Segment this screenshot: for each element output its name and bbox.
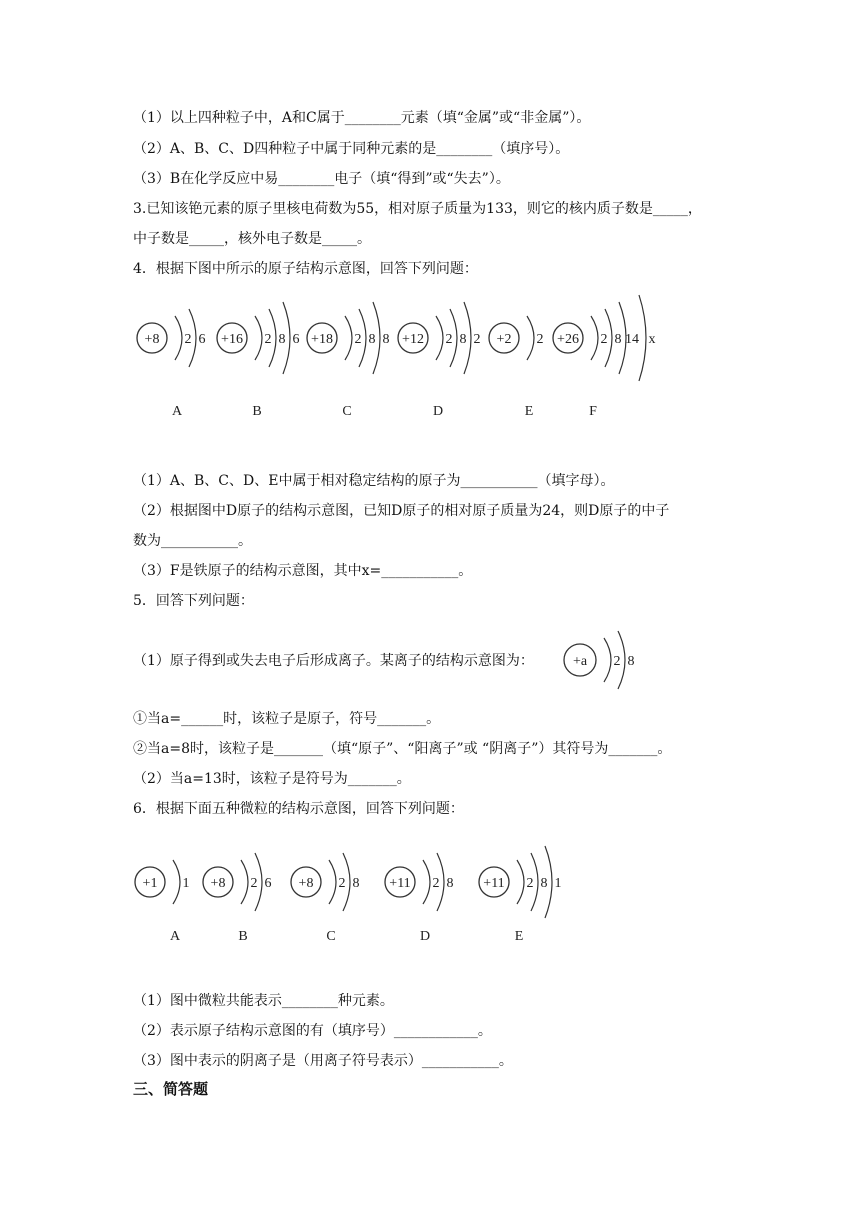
shell-electron-count: 2 xyxy=(445,332,453,347)
nucleus-charge: +26 xyxy=(557,332,579,347)
atom-label: F xyxy=(589,404,597,419)
q4-sub1: （1）A、B、C、D、E中属于相对稳定结构的原子为___________（填字母）。 xyxy=(133,473,615,489)
shell-electron-count: 2 xyxy=(338,876,346,891)
q6-sub1: （1）图中微粒共能表示________种元素。 xyxy=(133,993,394,1009)
nucleus-charge: +8 xyxy=(298,876,314,891)
fig6-atom-A xyxy=(135,860,190,944)
shell-electron-count: 2 xyxy=(600,332,608,347)
fig4-atom-F xyxy=(553,295,656,419)
nucleus-charge: +8 xyxy=(144,332,160,347)
q2-sub1: （1）以上四种粒子中，A和C属于________元素（填“金属”或“非金属”）。 xyxy=(133,110,591,126)
electron-shell xyxy=(175,316,182,360)
nucleus-charge: +11 xyxy=(483,876,505,891)
shell-electron-count: x xyxy=(648,332,656,347)
electron-shell xyxy=(517,860,524,904)
nucleus-charge: +12 xyxy=(402,332,424,347)
shell-electron-count: 8 xyxy=(627,654,635,669)
fig6-atom-E xyxy=(479,846,562,944)
q5-atom-ion xyxy=(564,631,635,689)
electron-shell xyxy=(173,860,180,904)
atom-label: B xyxy=(252,404,262,419)
shell-electron-count: 2 xyxy=(250,876,258,891)
q4-figure xyxy=(0,285,860,425)
shell-electron-count: 8 xyxy=(614,332,622,347)
q4-title: 4．根据下图中所示的原子结构示意图，回答下列问题： xyxy=(133,261,478,277)
electron-shell xyxy=(604,638,611,682)
shell-electron-count: 8 xyxy=(459,332,467,347)
shell-electron-count: 6 xyxy=(292,332,300,347)
atom-label: A xyxy=(171,404,183,419)
shell-electron-count: 8 xyxy=(368,332,376,347)
shell-electron-count: 8 xyxy=(382,332,390,347)
q2-sub3: （3）B在化学反应中易________电子（填“得到”或“失去”）。 xyxy=(133,171,510,187)
q3-text-cont: 中子数是_____，核外电子数是_____。 xyxy=(133,231,371,247)
q4-sub2: （2）根据图中D原子的结构示意图，已知D原子的相对原子质量为24，则D原子的中子 xyxy=(133,503,670,519)
shell-electron-count: 14 xyxy=(625,332,639,347)
fig4-atom-C xyxy=(307,302,390,419)
fig4-atom-D xyxy=(398,302,481,419)
shell-electron-count: 6 xyxy=(264,876,272,891)
electron-shell xyxy=(639,295,646,381)
shell-electron-count: 8 xyxy=(446,876,454,891)
electron-shell xyxy=(436,316,443,360)
nucleus-charge: +a xyxy=(572,654,588,669)
nucleus-charge: +11 xyxy=(389,876,411,891)
atom-label: E xyxy=(514,929,524,944)
shell-electron-count: 8 xyxy=(352,876,360,891)
shell-electron-count: 8 xyxy=(540,876,548,891)
section-heading: 三、简答题 xyxy=(133,1080,209,1098)
nucleus-charge: +1 xyxy=(142,876,158,891)
atom-label: A xyxy=(169,929,181,944)
q5-sub1-2: ②当a=8时，该粒子是_______（填“原子”、“阳离子”或 “阴离子”）其符号为_______。 xyxy=(133,741,672,757)
fig4-atom-B xyxy=(217,302,300,419)
q2-sub2: （2）A、B、C、D四种粒子中属于同种元素的是________（填序号）。 xyxy=(133,141,570,157)
electron-shell xyxy=(591,316,598,360)
electron-shell xyxy=(345,316,352,360)
shell-electron-count: 2 xyxy=(536,332,544,347)
q4-sub2-cont: 数为___________。 xyxy=(133,533,252,549)
shell-electron-count: 1 xyxy=(182,876,190,891)
electron-shell xyxy=(527,316,534,360)
atom-label: D xyxy=(419,929,431,944)
nucleus-charge: +2 xyxy=(496,332,512,347)
shell-electron-count: 2 xyxy=(264,332,272,347)
fig4-atom-E xyxy=(489,316,544,419)
nucleus-charge: +8 xyxy=(210,876,226,891)
q6-title: 6．根据下面五种微粒的结构示意图，回答下列问题： xyxy=(133,801,464,817)
fig6-atom-C xyxy=(291,853,360,944)
q4-sub3: （3）F是铁原子的结构示意图，其中x=___________。 xyxy=(133,563,473,579)
atom-label: B xyxy=(238,929,248,944)
q6-sub3: （3）图中表示的阴离子是（用离子符号表示）___________。 xyxy=(133,1053,513,1069)
fig6-atom-D xyxy=(385,853,454,944)
nucleus-charge: +18 xyxy=(311,332,333,347)
electron-shell xyxy=(329,860,336,904)
shell-electron-count: 8 xyxy=(278,332,286,347)
atom-label: D xyxy=(432,404,444,419)
fig6-atom-B xyxy=(203,853,272,944)
shell-electron-count: 2 xyxy=(526,876,534,891)
atom-label: C xyxy=(326,929,336,944)
shell-electron-count: 2 xyxy=(354,332,362,347)
atom-label: E xyxy=(524,404,534,419)
q5-title: 5．回答下列问题： xyxy=(133,593,254,609)
shell-electron-count: 1 xyxy=(554,876,562,891)
shell-electron-count: 2 xyxy=(613,654,621,669)
atom-label: C xyxy=(342,404,352,419)
shell-electron-count: 2 xyxy=(432,876,440,891)
q6-sub2: （2）表示原子结构示意图的有（填序号）____________。 xyxy=(133,1023,492,1039)
electron-shell xyxy=(255,316,262,360)
shell-electron-count: 6 xyxy=(198,332,206,347)
q5-sub1: （1）原子得到或失去电子后形成离子。某离子的结构示意图为： xyxy=(133,653,534,669)
shell-electron-count: 2 xyxy=(184,332,192,347)
electron-shell xyxy=(241,860,248,904)
shell-electron-count: 2 xyxy=(473,332,481,347)
q5-ion-figure xyxy=(0,620,860,700)
q3-text: 3.已知该铯元素的原子里核电荷数为55，相对原子质量为133，则它的核内质子数是_____， xyxy=(133,201,702,217)
nucleus-charge: +16 xyxy=(221,332,243,347)
fig4-atom-A xyxy=(137,309,206,419)
q6-figure xyxy=(0,830,860,950)
q5-sub1-1: ①当a=______时，该粒子是原子，符号_______。 xyxy=(133,711,441,727)
electron-shell xyxy=(423,860,430,904)
q5-sub2: （2）当a=13时，该粒子是符号为_______。 xyxy=(133,771,411,787)
